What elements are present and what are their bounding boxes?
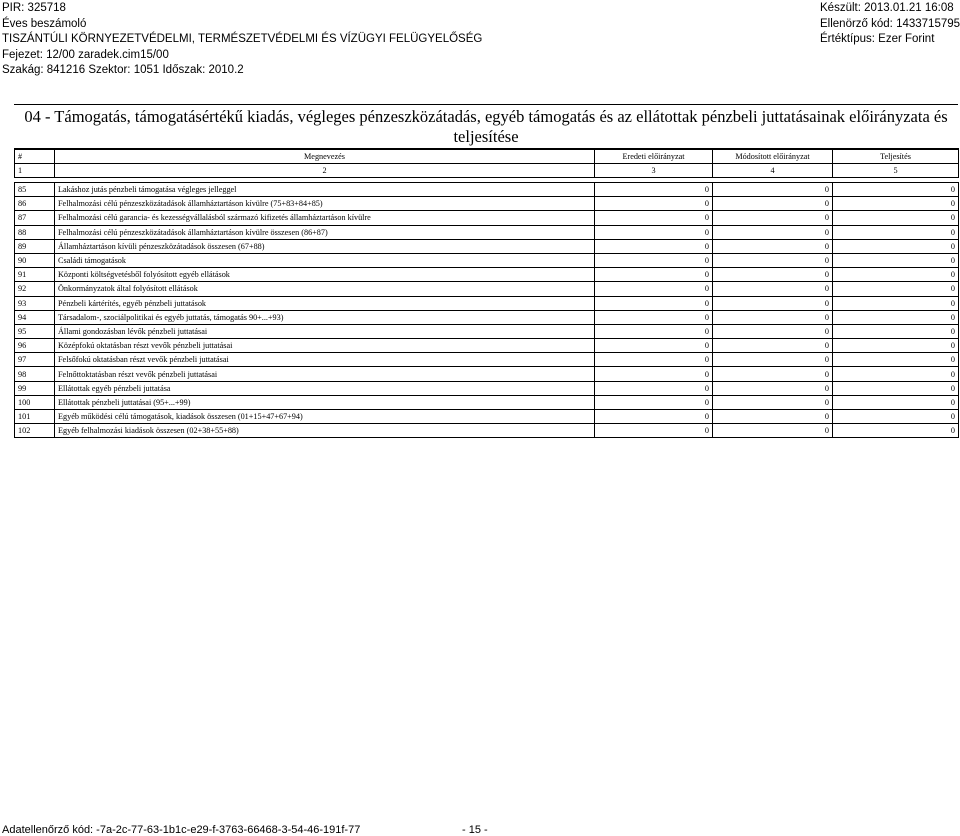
row-name: Felhalmozási célú pénzeszközátadások államháztartáson kívülre összesen (86+87) xyxy=(55,225,595,239)
row-number: 95 xyxy=(15,324,55,338)
table-row xyxy=(15,353,959,367)
row-modified: 0 xyxy=(713,324,833,338)
row-original: 0 xyxy=(595,310,713,324)
row-modified: 0 xyxy=(713,296,833,310)
row-fulfilled: 0 xyxy=(833,282,959,296)
table-row xyxy=(15,296,959,310)
table-row xyxy=(15,424,959,438)
row-original: 0 xyxy=(595,424,713,438)
row-fulfilled: 0 xyxy=(833,225,959,239)
row-number: 85 xyxy=(15,183,55,197)
footer-page-number: - 15 - xyxy=(462,824,488,836)
row-number: 96 xyxy=(15,339,55,353)
row-name: Felnőttoktatásban részt vevők pénzbeli juttatásai xyxy=(55,367,595,381)
row-name: Önkormányzatok által folyósított ellátások xyxy=(55,282,595,296)
row-name: Ellátottak pénzbeli juttatásai (95+...+99) xyxy=(55,395,595,409)
row-modified: 0 xyxy=(713,268,833,282)
row-fulfilled: 0 xyxy=(833,296,959,310)
row-number: 92 xyxy=(15,282,55,296)
row-original: 0 xyxy=(595,211,713,225)
row-name: Középfokú oktatásban részt vevők pénzbeli juttatásai xyxy=(55,339,595,353)
table-row xyxy=(15,367,959,381)
row-modified: 0 xyxy=(713,353,833,367)
report-title-text: 04 - Támogatás, támogatásértékű kiadás, végleges pénzeszközátadás, egyéb támogatás és az ellátottak pénzbeli juttatásainak előirányzata és teljesítése xyxy=(24,107,948,146)
table-row xyxy=(15,253,959,267)
header-organization: TISZÁNTÚLI KÖRNYEZETVÉDELMI, TERMÉSZETVÉDELMI ÉS VÍZÜGYI FELÜGYELŐSÉG xyxy=(2,33,483,45)
row-original: 0 xyxy=(595,296,713,310)
row-number: 89 xyxy=(15,239,55,253)
col-header-number: # xyxy=(15,149,55,164)
row-name: Felhalmozási célú garancia- és kezességvállalásból származó kifizetés államháztartáson kívülre xyxy=(55,211,595,225)
row-original: 0 xyxy=(595,367,713,381)
report-title xyxy=(14,104,958,150)
col-header-original: Eredeti előirányzat xyxy=(595,149,713,164)
row-modified: 0 xyxy=(713,183,833,197)
header-value-type: Értéktípus: Ezer Forint xyxy=(820,33,935,45)
col-number-3: 3 xyxy=(595,164,713,178)
row-fulfilled: 0 xyxy=(833,183,959,197)
row-modified: 0 xyxy=(713,253,833,267)
row-modified: 0 xyxy=(713,197,833,211)
row-number: 102 xyxy=(15,424,55,438)
col-number-2: 2 xyxy=(55,164,595,178)
row-name: Lakáshoz jutás pénzbeli támogatása végleges jelleggel xyxy=(55,183,595,197)
table-row xyxy=(15,183,959,197)
row-number: 98 xyxy=(15,367,55,381)
row-name: Egyéb felhalmozási kiadások összesen (02+38+55+88) xyxy=(55,424,595,438)
row-original: 0 xyxy=(595,410,713,424)
col-header-fulfilled: Teljesítés xyxy=(833,149,959,164)
table-row xyxy=(15,239,959,253)
row-modified: 0 xyxy=(713,410,833,424)
row-modified: 0 xyxy=(713,282,833,296)
row-fulfilled: 0 xyxy=(833,410,959,424)
row-fulfilled: 0 xyxy=(833,381,959,395)
col-number-4: 4 xyxy=(713,164,833,178)
table-row xyxy=(15,339,959,353)
row-number: 90 xyxy=(15,253,55,267)
row-original: 0 xyxy=(595,282,713,296)
row-number: 86 xyxy=(15,197,55,211)
row-original: 0 xyxy=(595,183,713,197)
row-number: 100 xyxy=(15,395,55,409)
row-modified: 0 xyxy=(713,239,833,253)
row-original: 0 xyxy=(595,253,713,267)
row-number: 101 xyxy=(15,410,55,424)
header-check-code: Ellenörző kód: 1433715795 xyxy=(820,17,960,30)
row-fulfilled: 0 xyxy=(833,310,959,324)
row-number: 93 xyxy=(15,296,55,310)
table-row xyxy=(15,268,959,282)
row-modified: 0 xyxy=(713,395,833,409)
row-name: Egyéb működési célú támogatások, kiadások összesen (01+15+47+67+94) xyxy=(55,410,595,424)
row-name: Központi költségvetésből folyósított egyéb ellátások xyxy=(55,268,595,282)
row-original: 0 xyxy=(595,339,713,353)
row-modified: 0 xyxy=(713,339,833,353)
footer-check-code: Adatellenőrző kód: -7a-2c-77-63-1b1c-e29-f-3763-66468-3-54-46-191f-77 xyxy=(2,824,361,836)
row-modified: 0 xyxy=(713,310,833,324)
column-number-row xyxy=(15,164,959,178)
row-fulfilled: 0 xyxy=(833,339,959,353)
row-modified: 0 xyxy=(713,424,833,438)
row-name: Felsőfokú oktatásban részt vevők pénzbeli juttatásai xyxy=(55,353,595,367)
table-row xyxy=(15,197,959,211)
col-header-modified: Módosított előirányzat xyxy=(713,149,833,164)
row-original: 0 xyxy=(595,197,713,211)
row-name: Pénzbeli kártérítés, egyéb pénzbeli juttatások xyxy=(55,296,595,310)
row-number: 97 xyxy=(15,353,55,367)
header-left xyxy=(2,1,482,79)
row-modified: 0 xyxy=(713,225,833,239)
header-report-type: Éves beszámoló xyxy=(2,17,87,30)
row-modified: 0 xyxy=(713,367,833,381)
row-number: 99 xyxy=(15,381,55,395)
row-fulfilled: 0 xyxy=(833,367,959,381)
table-row xyxy=(15,395,959,409)
col-number-1: 1 xyxy=(15,164,55,178)
row-fulfilled: 0 xyxy=(833,424,959,438)
row-original: 0 xyxy=(595,395,713,409)
header-chapter: Fejezet: 12/00 zaradek.cim15/00 xyxy=(2,48,169,61)
row-original: 0 xyxy=(595,268,713,282)
header-right xyxy=(820,1,960,48)
header-sector: Szakág: 841216 Szektor: 1051 Időszak: 2010.2 xyxy=(2,64,244,76)
header-created: Készült: 2013.01.21 16:08 xyxy=(820,2,954,14)
row-fulfilled: 0 xyxy=(833,197,959,211)
row-original: 0 xyxy=(595,324,713,338)
row-number: 94 xyxy=(15,310,55,324)
row-name: Állami gondozásban lévők pénzbeli juttatásai xyxy=(55,324,595,338)
report-table xyxy=(14,148,959,438)
row-name: Államháztartáson kívüli pénzeszközátadások összesen (67+88) xyxy=(55,239,595,253)
row-number: 87 xyxy=(15,211,55,225)
table-row xyxy=(15,381,959,395)
row-fulfilled: 0 xyxy=(833,211,959,225)
row-name: Családi támogatások xyxy=(55,253,595,267)
row-original: 0 xyxy=(595,225,713,239)
row-number: 91 xyxy=(15,268,55,282)
col-header-name: Megnevezés xyxy=(55,149,595,164)
header-pir: PIR: 325718 xyxy=(2,2,66,14)
table-row xyxy=(15,282,959,296)
row-name: Felhalmozási célú pénzeszközátadások államháztartáson kívülre (75+83+84+85) xyxy=(55,197,595,211)
table-row xyxy=(15,310,959,324)
row-number: 88 xyxy=(15,225,55,239)
table-row xyxy=(15,211,959,225)
row-fulfilled: 0 xyxy=(833,253,959,267)
row-fulfilled: 0 xyxy=(833,324,959,338)
table-row xyxy=(15,324,959,338)
row-original: 0 xyxy=(595,381,713,395)
row-original: 0 xyxy=(595,239,713,253)
row-modified: 0 xyxy=(713,381,833,395)
row-modified: 0 xyxy=(713,211,833,225)
row-name: Társadalom-, szociálpolitikai és egyéb juttatás, támogatás 90+...+93) xyxy=(55,310,595,324)
column-header-row xyxy=(15,149,959,164)
row-name: Ellátottak egyéb pénzbeli juttatása xyxy=(55,381,595,395)
col-number-5: 5 xyxy=(833,164,959,178)
row-original: 0 xyxy=(595,353,713,367)
row-fulfilled: 0 xyxy=(833,268,959,282)
table-row xyxy=(15,410,959,424)
table-row xyxy=(15,225,959,239)
row-fulfilled: 0 xyxy=(833,239,959,253)
row-fulfilled: 0 xyxy=(833,395,959,409)
row-fulfilled: 0 xyxy=(833,353,959,367)
